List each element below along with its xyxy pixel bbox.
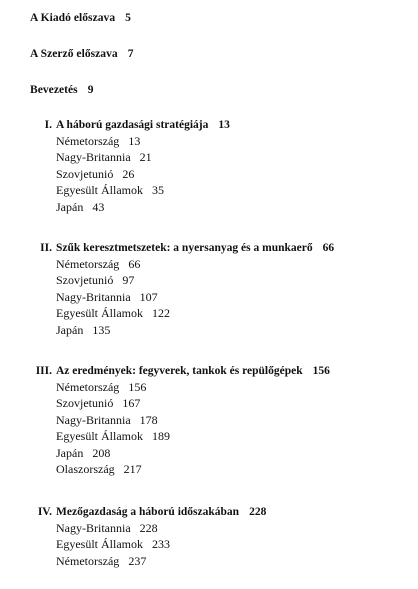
chapter-page: 66 [322, 242, 335, 254]
toc-chapter-heading [30, 364, 410, 379]
section-page: 21 [139, 150, 152, 165]
chapter-number: II. [40, 242, 52, 254]
toc-entry-title: A Kiadó előszava [30, 12, 116, 24]
toc-section [30, 305, 410, 321]
section-page: 35 [152, 183, 164, 198]
section-title: Nagy-Britannia [56, 412, 131, 427]
section-page: 208 [92, 445, 111, 460]
chapter-number: I. [44, 119, 52, 131]
section-page: 97 [122, 273, 135, 288]
section-page: 189 [152, 429, 170, 444]
section-title: Japán [56, 199, 84, 214]
chapter-title: Mezőgazdaság a háború időszakában [56, 506, 240, 518]
toc-front-entry-kiado [30, 12, 131, 24]
section-page: 135 [92, 322, 111, 337]
section-title: Olaszország [56, 462, 115, 477]
toc-section [30, 428, 410, 444]
toc-chapter-2 [30, 241, 410, 338]
section-title: Egyesült Államok [56, 537, 143, 552]
toc-entry-title: Bevezetés [30, 84, 78, 96]
section-page: 233 [152, 537, 170, 552]
toc-section [30, 379, 410, 395]
section-page: 43 [92, 199, 105, 214]
section-title: Szovjetunió [56, 396, 114, 411]
toc-section [30, 166, 410, 182]
section-title: Németország [56, 553, 120, 568]
toc-chapter-heading [30, 241, 410, 256]
section-page: 228 [139, 521, 158, 535]
toc-section [30, 412, 410, 428]
toc-section [30, 182, 410, 198]
chapter-page: 228 [249, 506, 267, 518]
section-title: Németország [56, 257, 120, 271]
toc-entry-page: 5 [125, 12, 131, 24]
toc-section [30, 133, 410, 149]
chapter-number: IV. [37, 506, 52, 518]
toc-section [30, 149, 410, 165]
section-page: 156 [128, 380, 147, 394]
toc-chapter-heading [30, 118, 410, 133]
chapter-page: 156 [312, 365, 330, 377]
chapter-title: Szűk keresztmetszetek: a nyersanyag és a munkaerő [56, 242, 313, 254]
section-title: Egyesült Államok [56, 183, 143, 198]
toc-section [30, 461, 410, 477]
toc-entry-page: 9 [87, 84, 94, 96]
section-title: Nagy-Britannia [56, 289, 131, 304]
section-title: Nagy-Britannia [56, 150, 131, 165]
section-title: Japán [56, 445, 84, 460]
section-page: 237 [128, 553, 147, 568]
chapter-title: A háború gazdasági stratégiája [56, 119, 209, 131]
section-page: 66 [128, 257, 141, 271]
toc-section [30, 553, 410, 569]
section-title: Szovjetunió [56, 273, 114, 288]
section-page: 217 [123, 462, 142, 477]
toc-section [30, 445, 410, 461]
section-title: Japán [56, 322, 84, 337]
section-title: Németország [56, 134, 120, 148]
chapter-number: III. [35, 365, 52, 377]
section-page: 167 [122, 396, 141, 411]
toc-chapter-4 [30, 505, 410, 569]
toc-section [30, 199, 410, 215]
toc-section [30, 322, 410, 338]
toc-front-entry-bevezetes [30, 84, 94, 96]
toc-section [30, 536, 410, 552]
toc-entry-title: A Szerző előszava [30, 48, 118, 60]
section-title: Németország [56, 380, 120, 394]
section-page: 122 [152, 306, 170, 321]
chapter-title: Az eredmények: fegyverek, tankok és repülőgépek [56, 365, 303, 377]
chapter-page: 13 [218, 119, 230, 131]
section-title: Nagy-Britannia [56, 521, 131, 535]
toc-entry-page: 7 [127, 48, 134, 60]
section-title: Egyesült Államok [56, 429, 143, 444]
section-page: 107 [139, 289, 158, 304]
section-page: 26 [122, 166, 135, 181]
toc-section [30, 272, 410, 288]
toc-chapter-heading [30, 505, 410, 520]
toc-section [30, 289, 410, 305]
toc-section [30, 256, 410, 272]
toc-chapter-3 [30, 364, 410, 477]
toc-front-entry-szerzo [30, 48, 134, 60]
section-page: 13 [128, 134, 141, 148]
toc-section [30, 395, 410, 411]
section-title: Szovjetunió [56, 166, 114, 181]
section-page: 178 [139, 412, 158, 427]
toc-section [30, 520, 410, 536]
section-title: Egyesült Államok [56, 306, 143, 321]
toc-chapter-1 [30, 118, 410, 215]
